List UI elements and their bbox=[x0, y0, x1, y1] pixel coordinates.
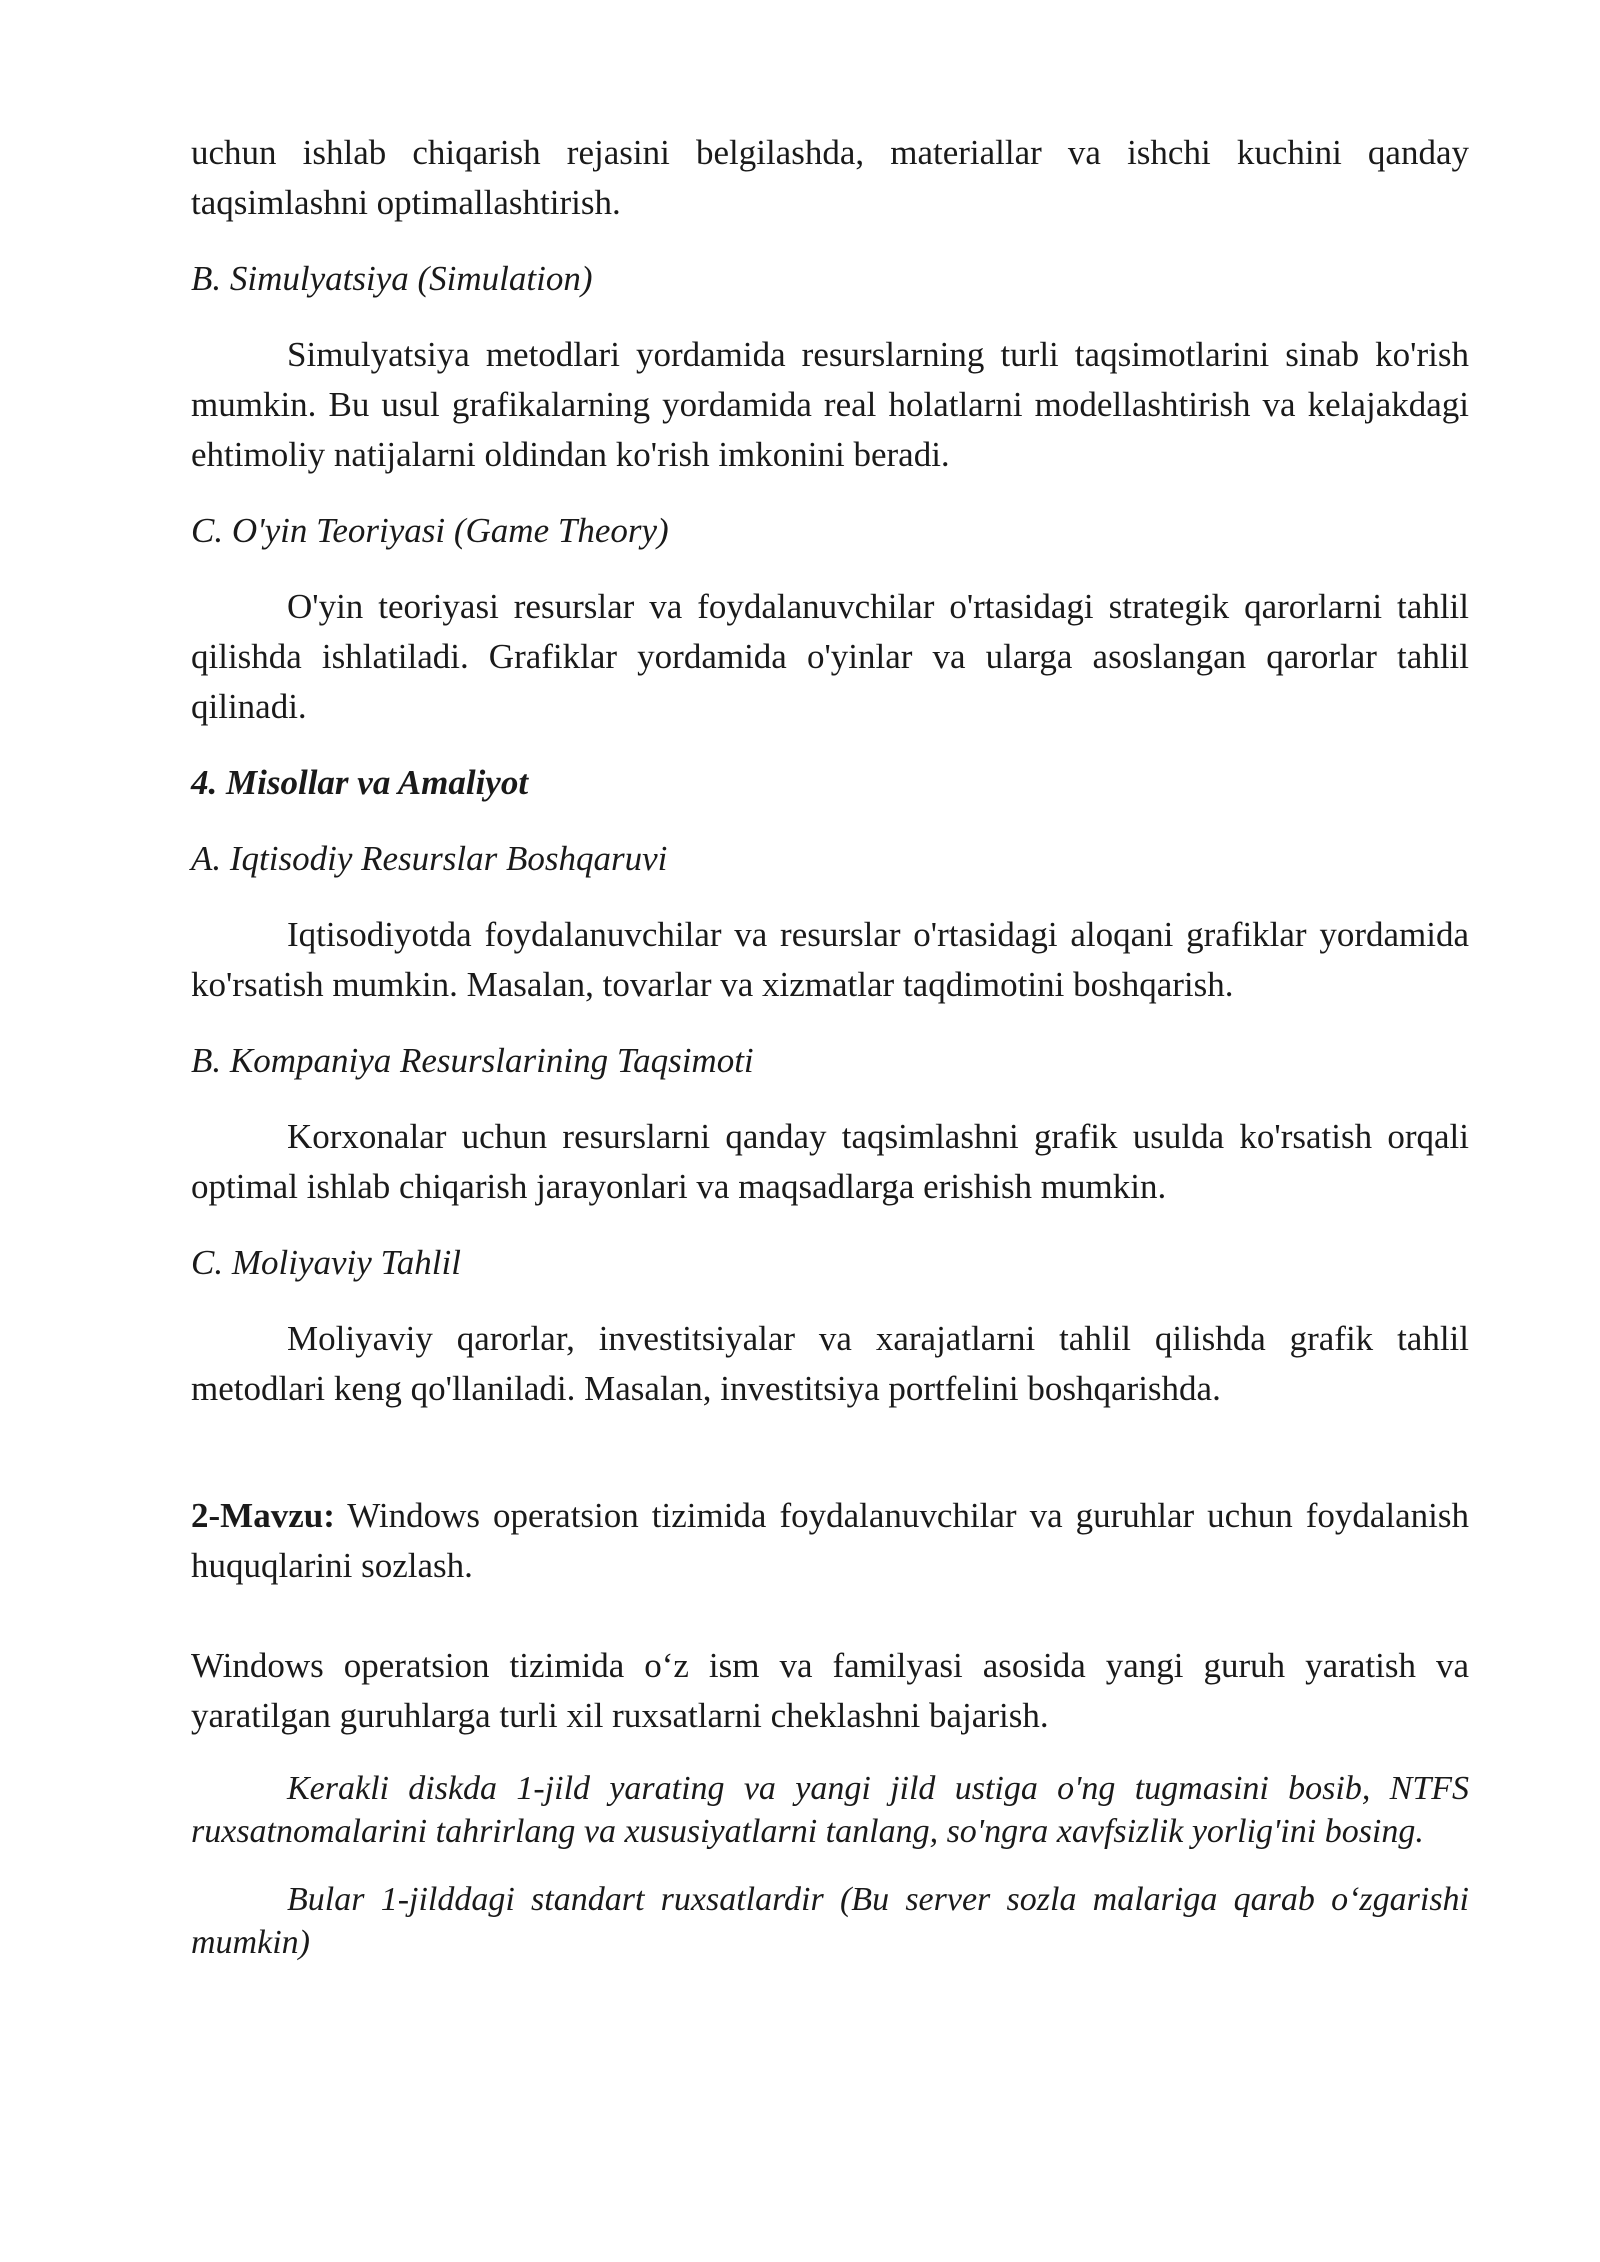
document-page bbox=[191, 128, 1469, 1964]
topic-text: Windows operatsion tizimida foydalanuvchilar va guruhlar uchun foydalanish huquqlarini sozlash. bbox=[191, 1496, 1469, 1585]
task-paragraph: Windows operatsion tizimida o‘z ism va familyasi asosida yangi guruh yaratish va yaratilgan guruhlarga turli xil ruxsatlarni cheklashni bajarish. bbox=[191, 1646, 1469, 1735]
topic-paragraph bbox=[191, 1491, 1469, 1591]
section-b-text: Simulyatsiya metodlari yordamida resurslarning turli taqsimotlarini sinab ko'rish mumkin. Bu usul grafikalarning yordamida real holatlarni modellashtirish va kelajakdagi ehtimoliy natijalarni oldindan ko'rish imkonini beradi. bbox=[191, 335, 1469, 474]
section-c-heading: C. O'yin Teoriyasi (Game Theory) bbox=[191, 511, 669, 550]
subsection-b-text: Korxonalar uchun resurslarni qanday taqsimlashni grafik usulda ko'rsatish orqali optimal ishlab chiqarish jarayonlari va maqsadlarga erishish mumkin. bbox=[191, 1117, 1469, 1206]
section-c-text: O'yin teoriyasi resurslar va foydalanuvchilar o'rtasidagi strategik qarorlarni tahlil qilishda ishlatiladi. Grafiklar yordamida o'yinlar va ularga asoslangan qarorlar tahlil qilinadi. bbox=[191, 587, 1469, 726]
subsection-c-text: Moliyaviy qarorlar, investitsiyalar va xarajatlarni tahlil qilishda grafik tahlil metodlari keng qo'llaniladi. Masalan, investitsiya portfelini boshqarishda. bbox=[191, 1319, 1469, 1408]
subsection-a-heading: A. Iqtisodiy Resurslar Boshqaruvi bbox=[191, 839, 668, 878]
topic-label: 2-Mavzu: bbox=[191, 1496, 335, 1535]
instruction-paragraph-1: Kerakli diskda 1-jild yarating va yangi jild ustiga o'ng tugmasini bosib, NTFS ruxsatnomalarini tahrirlang va xususiyatlarni tanlang, so'ngra xavfsizlik yorlig'ini bosing. bbox=[191, 1770, 1469, 1850]
subsection-a-text: Iqtisodiyotda foydalanuvchilar va resurslar o'rtasidagi aloqani grafiklar yordamida ko'rsatish mumkin. Masalan, tovarlar va xizmatlar taqdimotini boshqarish. bbox=[191, 915, 1469, 1004]
section-4-heading: 4. Misollar va Amaliyot bbox=[191, 763, 529, 802]
subsection-c-heading: C. Moliyaviy Tahlil bbox=[191, 1243, 461, 1282]
section-b-heading: B. Simulyatsiya (Simulation) bbox=[191, 259, 593, 298]
subsection-b-heading: B. Kompaniya Resurslarining Taqsimoti bbox=[191, 1041, 754, 1080]
instruction-paragraph-2: Bular 1-jilddagi standart ruxsatlardir (Bu server sozla malariga qarab o‘zgarishi mumkin) bbox=[191, 1881, 1469, 1961]
intro-paragraph: uchun ishlab chiqarish rejasini belgilashda, materiallar va ishchi kuchini qanday taqsimlashni optimallashtirish. bbox=[191, 133, 1469, 222]
